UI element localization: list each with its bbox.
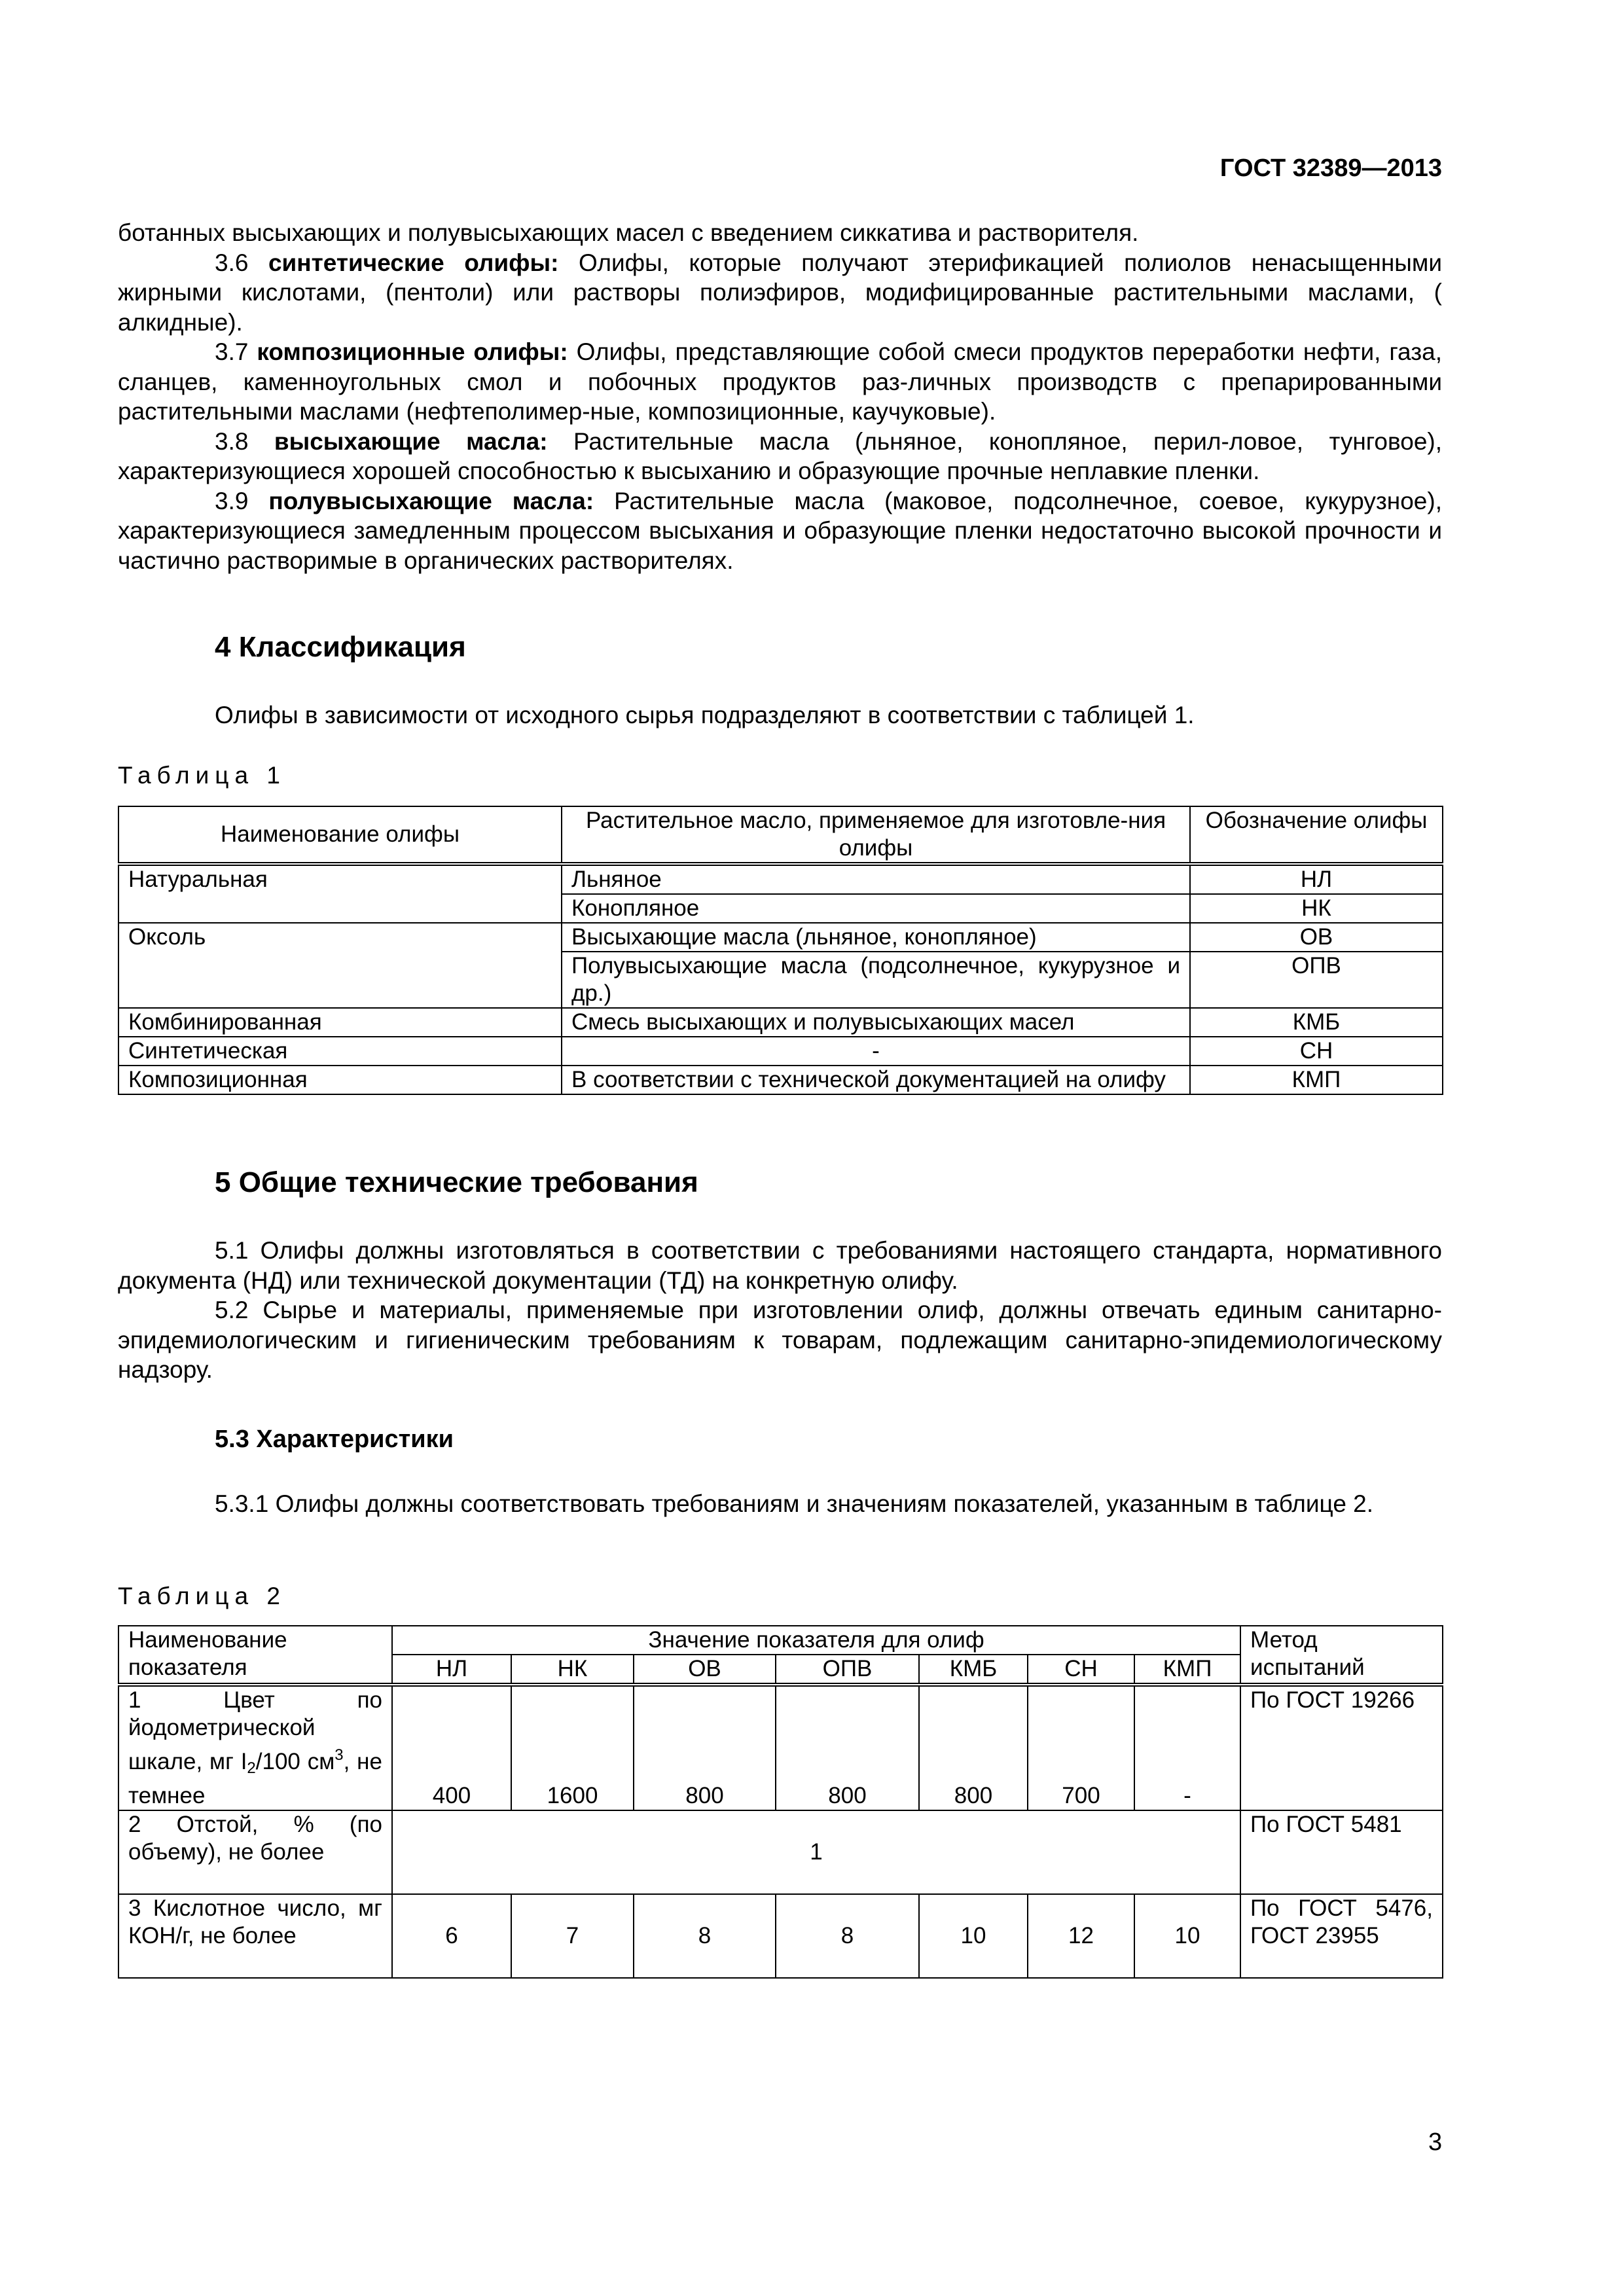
value-cell: 800 bbox=[776, 1685, 919, 1810]
code-header: НК bbox=[511, 1655, 634, 1685]
term: полувысыхающие масла: bbox=[268, 487, 594, 514]
value-cell: 7 bbox=[511, 1894, 634, 1978]
table-row bbox=[118, 1810, 1443, 1894]
table-row bbox=[118, 1685, 1443, 1810]
header-values: Значение показателя для олиф bbox=[392, 1626, 1240, 1655]
oil-cell: Высыхающие масла (льняное, конопляное) bbox=[562, 923, 1190, 952]
value-cell: 8 bbox=[634, 1894, 776, 1978]
code-cell: НЛ bbox=[1190, 864, 1443, 894]
table-row bbox=[118, 923, 1443, 952]
code-cell: КМП bbox=[1190, 1066, 1443, 1094]
oil-cell: Льняное bbox=[562, 864, 1190, 894]
merged-value-cell: 1 bbox=[392, 1810, 1240, 1894]
code-header: СН bbox=[1028, 1655, 1134, 1685]
oil-cell: - bbox=[562, 1037, 1190, 1066]
header-vegetable-oil: Растительное масло, применяемое для изготовле-ния олифы bbox=[562, 806, 1190, 864]
header-test-method: Метод испытаний bbox=[1240, 1626, 1443, 1685]
oil-cell: Полувысыхающие масла (подсолнечное, кукурузное и др.) bbox=[562, 952, 1190, 1008]
value-cell: 800 bbox=[634, 1685, 776, 1810]
table-row bbox=[118, 1894, 1443, 1978]
term: высыхающие масла: bbox=[274, 427, 548, 455]
section3-definitions bbox=[118, 218, 1442, 575]
code-header: КМП bbox=[1134, 1655, 1240, 1685]
code-header: НЛ bbox=[392, 1655, 511, 1685]
paragraph-5-2: 5.2 Сырье и материалы, применяемые при изготовлении олиф, должны отвечать единым санитарно-эпидемиологическим и гигиеническим требованиям к товарам, подлежащим санитарно-эпидемиологическому надзору. bbox=[118, 1297, 1442, 1383]
term: композиционные олифы: bbox=[257, 338, 568, 365]
value-cell: - bbox=[1134, 1685, 1240, 1810]
value-cell: 8 bbox=[776, 1894, 919, 1978]
table-row bbox=[118, 864, 1443, 894]
value-cell: 10 bbox=[1134, 1894, 1240, 1978]
code-header: ОПВ bbox=[776, 1655, 919, 1685]
table-row bbox=[118, 1008, 1443, 1037]
paragraph-5-3-1: 5.3.1 Олифы должны соответствовать требованиям и значениям показателей, указанным в таблице 2. bbox=[215, 1490, 1374, 1517]
group-name: Синтетическая bbox=[118, 1037, 562, 1066]
code-cell: ОПВ bbox=[1190, 952, 1443, 1008]
code-cell: СН bbox=[1190, 1037, 1443, 1066]
code-header: ОВ bbox=[634, 1655, 776, 1685]
standard-id-header: ГОСТ 32389—2013 bbox=[1219, 154, 1442, 182]
definition-3-8: 3.8 высыхающие масла: Растительные масла (льняное, конопляное, перил-ловое, тунговое), характеризующиеся хорошей способностью к высыханию и образующие прочные неплавкие пленки. bbox=[118, 427, 1443, 484]
value-cell: 10 bbox=[919, 1894, 1028, 1978]
header-designation: Обозначение олифы bbox=[1190, 806, 1443, 864]
term: синтетические олифы: bbox=[268, 249, 559, 276]
paragraph-5-1: 5.1 Олифы должны изготовляться в соответствии с требованиями настоящего стандарта, нормативного документа (НД) или технической документации (ТД) на конкретную олифу. bbox=[118, 1237, 1442, 1294]
indicator-name: 3 Кислотное число, мг КОН/г, не более bbox=[118, 1894, 392, 1978]
method-cell: По ГОСТ 19266 bbox=[1240, 1685, 1443, 1810]
table-2-characteristics bbox=[118, 1625, 1443, 1979]
table-row bbox=[118, 1037, 1443, 1066]
value-cell: 6 bbox=[392, 1894, 511, 1978]
header-olifa-name: Наименование олифы bbox=[118, 806, 562, 864]
section5-title: 5 Общие технические требования bbox=[215, 1166, 698, 1198]
value-cell: 700 bbox=[1028, 1685, 1134, 1810]
table-1-classification bbox=[118, 806, 1443, 1095]
group-name: Натуральная bbox=[118, 864, 562, 923]
continuation-text: ботанных высыхающих и полувысыхающих масел с введением сиккатива и растворителя. bbox=[118, 219, 1139, 246]
group-name: Композиционная bbox=[118, 1066, 562, 1094]
method-cell: По ГОСТ 5481 bbox=[1240, 1810, 1443, 1894]
value-cell: 400 bbox=[392, 1685, 511, 1810]
table-header-row bbox=[118, 1626, 1443, 1655]
definition-3-6: 3.6 синтетические олифы: Олифы, которые получают этерификацией полиолов ненасыщенными жирными кислотами, (пентоли) или растворы полиэфиров, модифицированные растительными маслами, ( алкидные). bbox=[118, 249, 1442, 336]
group-name: Комбинированная bbox=[118, 1008, 562, 1037]
header-indicator-name: Наименование показателя bbox=[118, 1626, 392, 1685]
value-cell: 1600 bbox=[511, 1685, 634, 1810]
code-cell: КМБ bbox=[1190, 1008, 1443, 1037]
definition-3-7: 3.7 композиционные олифы: Олифы, представляющие собой смеси продуктов переработки нефти, газа, сланцев, каменноугольных смол и побочных продуктов раз-личных производств с препарированными растительными маслами (нефтеполимер-ные, композиционные, каучуковые). bbox=[118, 338, 1443, 425]
section4-intro: Олифы в зависимости от исходного сырья подразделяют в соответствии с таблицей 1. bbox=[215, 702, 1195, 728]
table1-caption: Таблица 1 bbox=[118, 762, 286, 789]
value-cell: 800 bbox=[919, 1685, 1028, 1810]
value-cell: 12 bbox=[1028, 1894, 1134, 1978]
table-header-row bbox=[118, 806, 1443, 864]
code-header: КМБ bbox=[919, 1655, 1028, 1685]
oil-cell: В соответствии с технической документацией на олифу bbox=[562, 1066, 1190, 1094]
table2-caption: Таблица 2 bbox=[118, 1583, 286, 1609]
indicator-name: 1 Цвет по йодометрической шкале, мг $I_2/100$ $см^3$, не темнее bbox=[118, 1685, 392, 1810]
table-row bbox=[118, 1066, 1443, 1094]
page-number: 3 bbox=[1428, 2128, 1443, 2156]
group-name: Оксоль bbox=[118, 923, 562, 1008]
indicator-name: 2 Отстой, % (по объему), не более bbox=[118, 1810, 392, 1894]
oil-cell: Смесь высыхающих и полувысыхающих масел bbox=[562, 1008, 1190, 1037]
section4-title: 4 Классификация bbox=[215, 631, 466, 663]
definition-3-9: 3.9 полувысыхающие масла: Растительные масла (маковое, подсолнечное, соевое, кукурузное), характеризующиеся замедленным процессом высыхания и образующие пленки недостаточно высокой прочности и частично растворимые в органических растворителях. bbox=[118, 487, 1442, 574]
code-cell: НК bbox=[1190, 894, 1443, 923]
method-cell: По ГОСТ 5476, ГОСТ 23955 bbox=[1240, 1894, 1443, 1978]
section5-3-title: 5.3 Характеристики bbox=[215, 1426, 454, 1453]
oil-cell: Конопляное bbox=[562, 894, 1190, 923]
code-cell: ОВ bbox=[1190, 923, 1443, 952]
